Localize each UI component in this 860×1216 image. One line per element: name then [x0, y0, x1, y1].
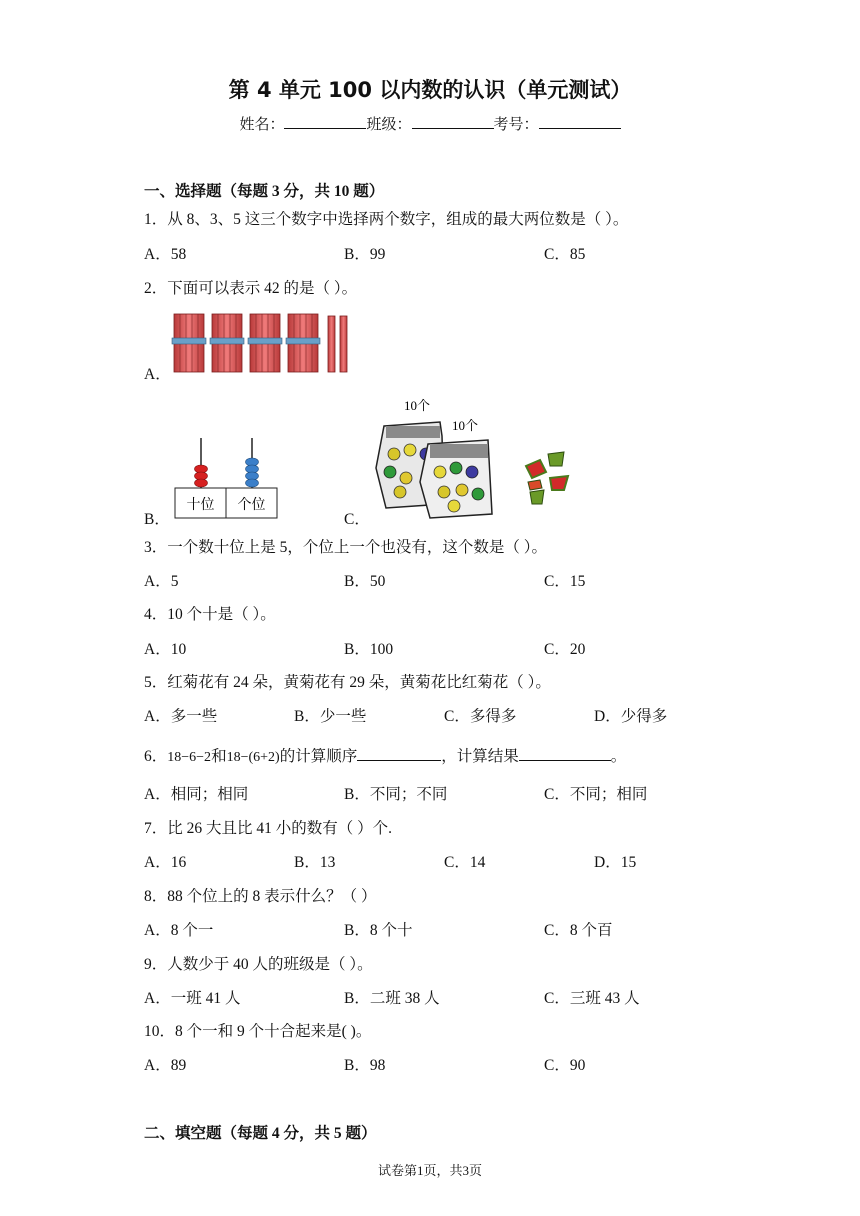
q5-option-d[interactable]: D．少得多: [594, 708, 668, 725]
q9-option-a[interactable]: A．一班 41 人: [144, 990, 241, 1007]
q3-option-b[interactable]: B．50: [344, 573, 386, 590]
q8-option-b[interactable]: B．8 个十: [344, 922, 413, 939]
q2-option-b[interactable]: B．: [144, 511, 170, 528]
q9-option-b[interactable]: B．二班 38 人: [344, 990, 440, 1007]
ones-bead: [246, 479, 259, 487]
q6-and: 和: [211, 748, 227, 765]
question-10: 10．8 个一和 9 个十合起来是( )。: [144, 1023, 372, 1040]
q4-option-b[interactable]: B．100: [344, 641, 394, 658]
single-stick-1: [328, 316, 335, 372]
q6-text-order: 的计算顺序: [279, 748, 358, 765]
single-stick-2: [340, 316, 347, 372]
question-5: 5．红菊花有 24 朵，黄菊花有 29 朵，黄菊花比红菊花（ ）。: [144, 674, 551, 691]
class-blank[interactable]: [412, 114, 494, 129]
bundle-4: [286, 314, 320, 372]
q6-number: 6．: [144, 748, 168, 765]
bundle-1: [172, 314, 206, 372]
question-6: [144, 744, 626, 766]
q6-option-c[interactable]: C．不同；相同: [544, 786, 648, 803]
q7-option-c[interactable]: C．14: [444, 854, 486, 871]
page-footer: 试卷第1页，共3页: [377, 1163, 482, 1178]
q6-text-result: ，计算结果: [441, 748, 519, 765]
q5-option-c[interactable]: C．多得多: [444, 708, 517, 725]
name-label: 姓名：: [239, 117, 285, 133]
q8-option-c[interactable]: C．8 个百: [544, 922, 613, 939]
q6-result-blank[interactable]: [519, 746, 611, 761]
q2-option-c[interactable]: C．: [344, 511, 370, 528]
q6-option-a[interactable]: A．相同；相同: [144, 786, 249, 803]
q6-order-blank[interactable]: [357, 746, 441, 761]
q5-option-b[interactable]: B．少一些: [294, 708, 367, 725]
q1-option-c[interactable]: C．85: [544, 246, 586, 263]
q1-option-a[interactable]: A．58: [144, 246, 187, 263]
question-2: 2．下面可以表示 42 的是（ ）。: [144, 280, 358, 297]
q6-expression-1: 18−6−2: [167, 750, 212, 765]
student-info-line: [0, 113, 860, 134]
question-8: 8．88 个位上的 8 表示什么？（ ）: [144, 888, 377, 905]
question-9: 9．人数少于 40 人的班级是（ ）。: [144, 956, 373, 973]
q9-option-c[interactable]: C．三班 43 人: [544, 990, 640, 1007]
class-label: 班级：: [366, 117, 412, 133]
tens-place-label: 十位: [186, 496, 215, 512]
question-3: 3．一个数十位上是 5，个位上一个也没有，这个数是（ ）。: [144, 539, 548, 556]
q1-option-b[interactable]: B．99: [344, 246, 386, 263]
question-1: 1．从 8、3、5 这三个数字中选择两个数字，组成的最大两位数是（ ）。: [144, 211, 629, 228]
q7-option-a[interactable]: A．16: [144, 854, 187, 871]
exam-number-label: 考号：: [493, 117, 539, 133]
bundle-2: [210, 314, 244, 372]
question-4: 4．10 个十是（ ）。: [144, 606, 276, 623]
question-7: 7．比 26 大且比 41 小的数有（ ）个.: [144, 820, 393, 837]
cup-bags-image: [370, 396, 580, 520]
q3-option-a[interactable]: A．5: [144, 573, 179, 590]
q6-option-b[interactable]: B．不同；不同: [344, 786, 448, 803]
q7-option-d[interactable]: D．15: [594, 854, 637, 871]
section-1-title: 一、选择题（每题 3 分，共 10 题）: [144, 183, 385, 200]
q4-option-c[interactable]: C．20: [544, 641, 586, 658]
q5-option-a[interactable]: A．多一些: [144, 708, 218, 725]
loose-cups: [526, 452, 568, 504]
tens-bead: [195, 479, 208, 487]
abacus-image: [172, 436, 280, 520]
page-title: 第 4 单元 100 以内数的认识（单元测试）: [228, 78, 632, 102]
bundle-3: [248, 314, 282, 372]
bag-2: [420, 440, 492, 518]
q4-option-a[interactable]: A．10: [144, 641, 187, 658]
ones-place-label: 个位: [237, 496, 266, 512]
q8-option-a[interactable]: A．8 个一: [144, 922, 214, 939]
q7-option-b[interactable]: B．13: [294, 854, 336, 871]
bag-1-label: 10个: [404, 398, 431, 413]
stick-bundles-image: [170, 310, 360, 376]
bag-2-label: 10个: [452, 418, 479, 433]
q2-option-a[interactable]: A．: [144, 366, 171, 383]
q10-option-a[interactable]: A．89: [144, 1057, 187, 1074]
section-2-title: 二、填空题（每题 4 分，共 5 题）: [144, 1125, 377, 1142]
q3-option-c[interactable]: C．15: [544, 573, 586, 590]
exam-number-blank[interactable]: [539, 114, 621, 129]
q6-expression-2: 18−(6+2): [226, 750, 280, 765]
name-blank[interactable]: [284, 114, 366, 129]
q10-option-c[interactable]: C．90: [544, 1057, 586, 1074]
q6-end: 。: [610, 748, 627, 765]
q10-option-b[interactable]: B．98: [344, 1057, 386, 1074]
